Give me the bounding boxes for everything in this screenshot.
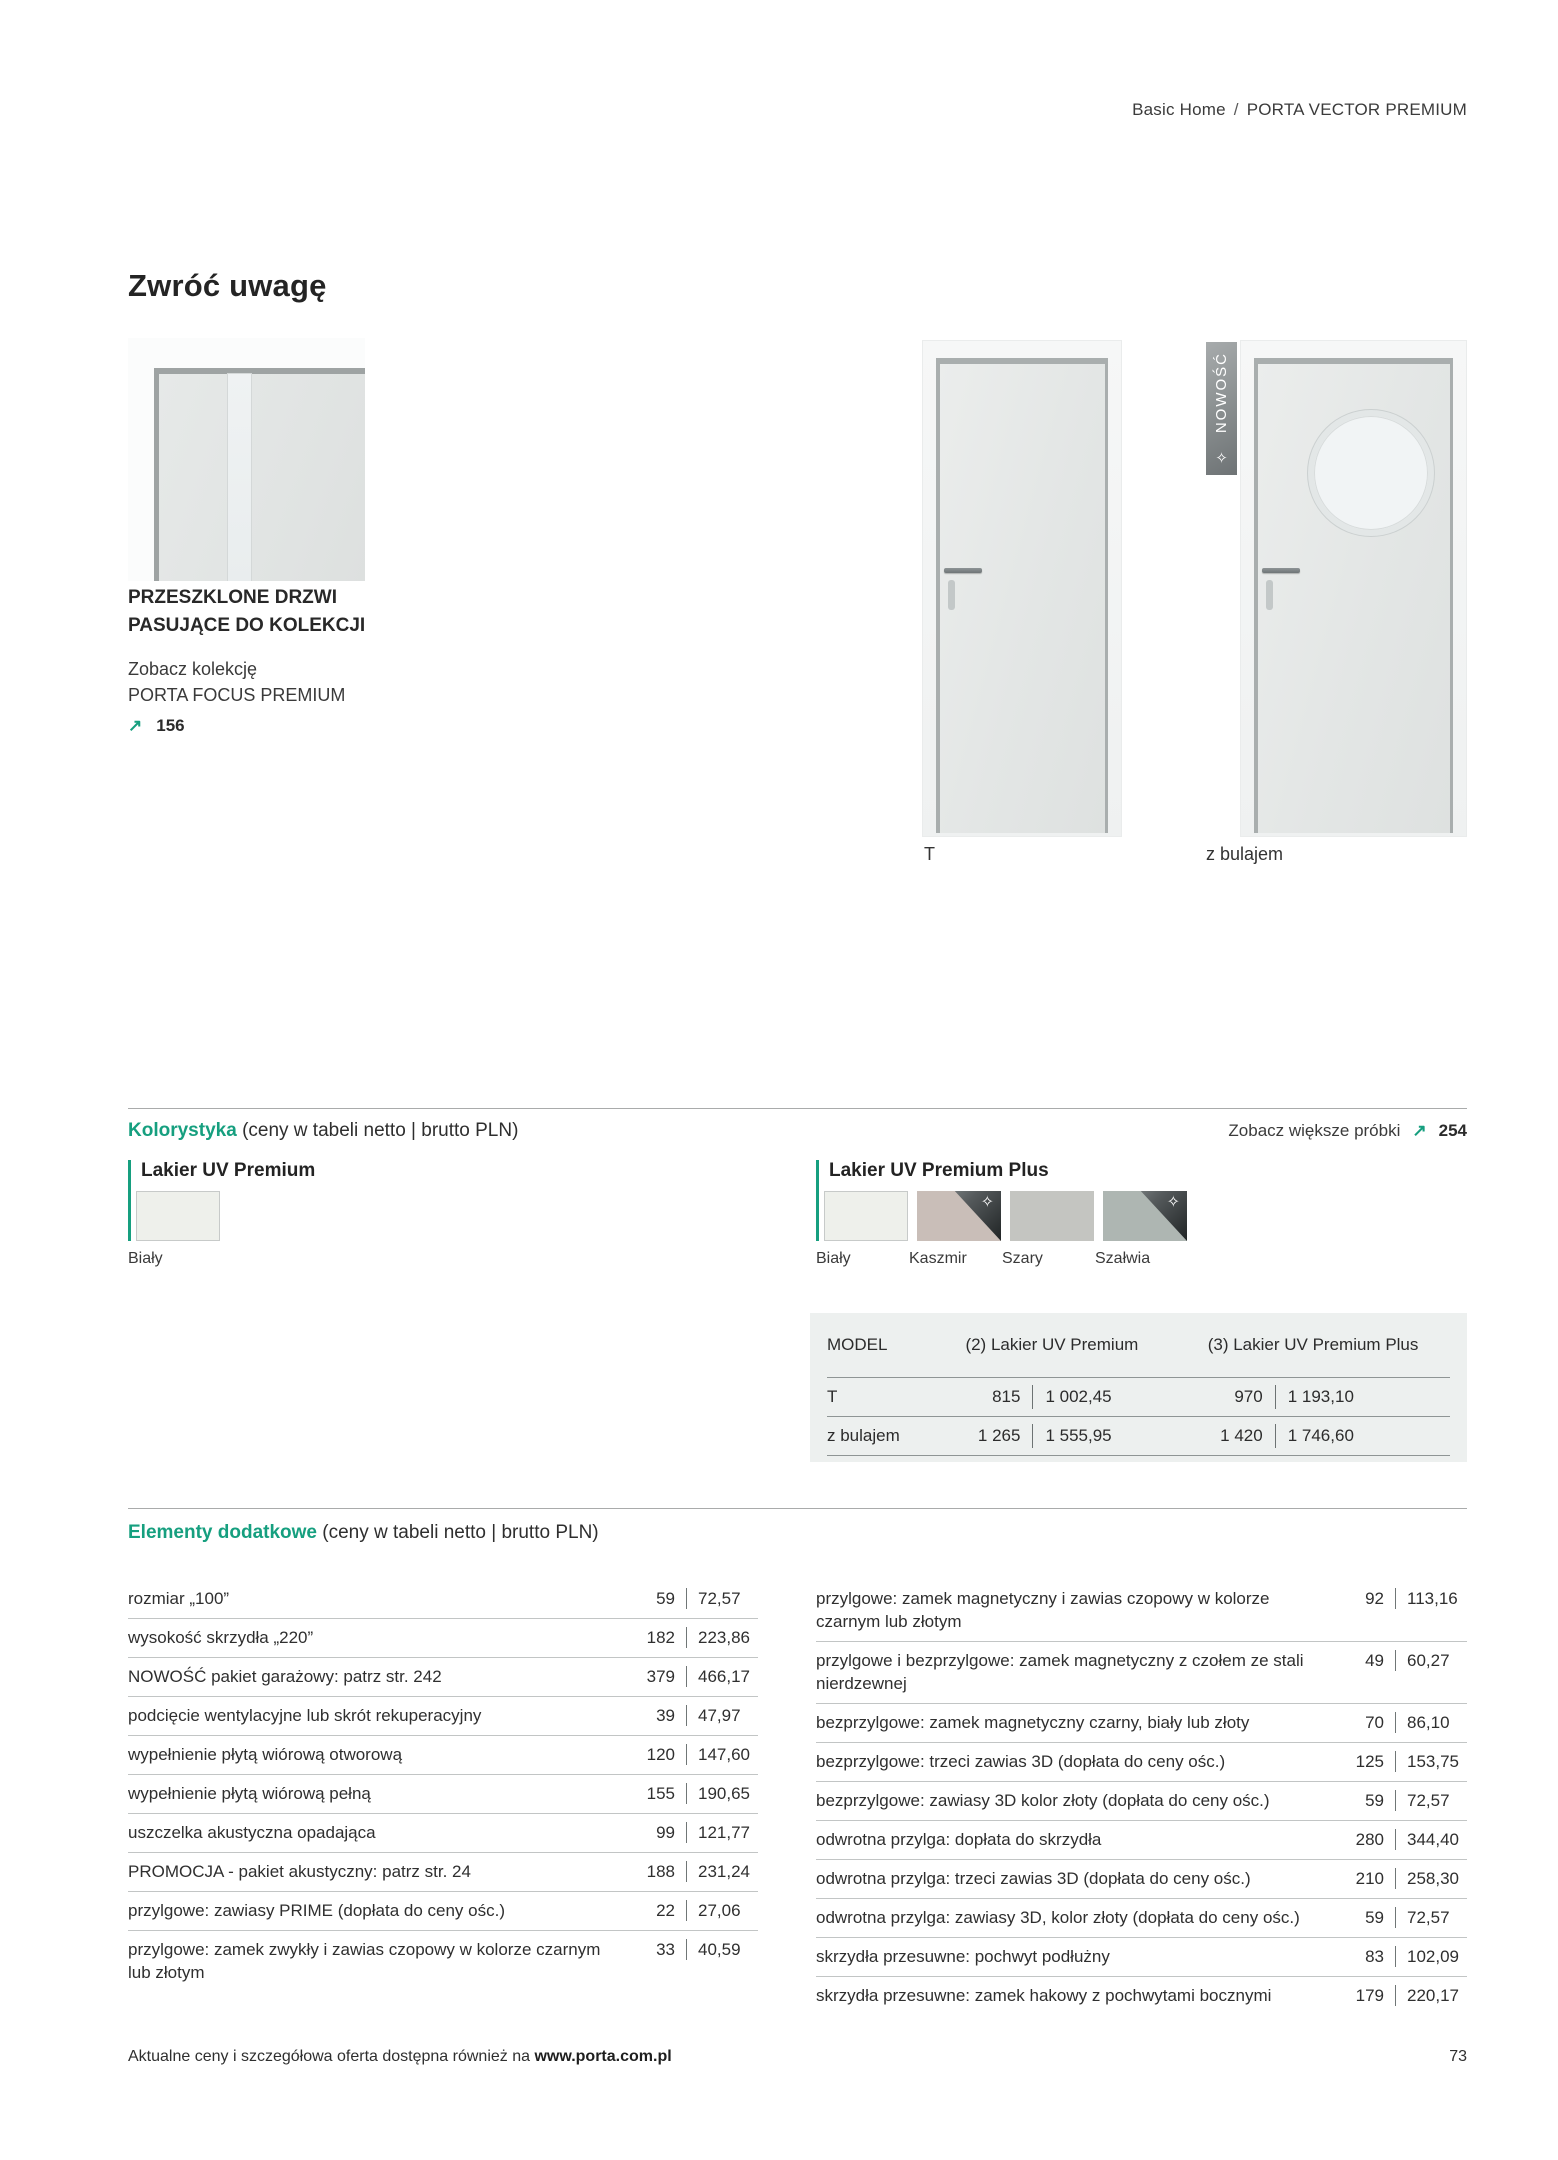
extras-row	[128, 1580, 758, 1619]
extras-label: odwrotna przylga: trzeci zawias 3D (dopłata do ceny ośc.)	[816, 1869, 1251, 1888]
price-divider	[1395, 1829, 1396, 1850]
swatch-row	[824, 1191, 1187, 1241]
door-handle	[1262, 568, 1300, 573]
breadcrumb	[1132, 100, 1467, 120]
extras-label: przylgowe: zamek zwykły i zawias czopowy w kolorze czarnym lub złotym	[128, 1940, 601, 1982]
price-netto: 1 420	[1220, 1426, 1263, 1445]
breadcrumb-parent[interactable]: Basic Home	[1132, 100, 1226, 119]
door-image-t	[922, 340, 1122, 837]
extras-label: odwrotna przylga: dopłata do skrzydła	[816, 1830, 1102, 1849]
price-table-header	[827, 1313, 1450, 1377]
swatch-label: Szałwia	[1095, 1250, 1151, 1267]
price-netto: 815	[992, 1387, 1021, 1406]
extras-netto: 125	[1355, 1752, 1384, 1771]
price-divider	[1395, 1650, 1396, 1671]
sparkle-icon: ✧	[980, 1194, 994, 1211]
price-divider	[686, 1939, 687, 1960]
extras-brutto: 86,10	[1407, 1713, 1450, 1732]
extras-label: uszczelka akustyczna opadająca	[128, 1823, 376, 1842]
new-product-badge	[1206, 342, 1237, 475]
extras-label: bezprzylgowe: zamek magnetyczny czarny, biały lub złoty	[816, 1713, 1250, 1732]
page-number: 73	[1449, 2048, 1467, 2065]
extras-netto: 210	[1355, 1869, 1384, 1888]
breadcrumb-current: PORTA VECTOR PREMIUM	[1246, 100, 1467, 119]
extras-brutto: 47,97	[698, 1706, 741, 1725]
extras-section-subtitle: (ceny w tabeli netto | brutto PLN)	[322, 1522, 599, 1543]
sparkle-icon: ✧	[1166, 1194, 1180, 1211]
finish-group-frame	[816, 1160, 1187, 1241]
extras-netto: 188	[646, 1862, 675, 1881]
color-swatch-biały	[824, 1191, 908, 1241]
price-divider	[1395, 1985, 1396, 2006]
extras-netto: 179	[1355, 1986, 1384, 2005]
extras-label: wypełnienie płytą wiórową pełną	[128, 1784, 371, 1803]
colors-section-heading	[128, 1120, 518, 1142]
extras-netto: 83	[1365, 1947, 1384, 1966]
collection-page-link[interactable]	[128, 716, 185, 736]
extras-row	[816, 1743, 1467, 1782]
door-leaf-surface	[159, 374, 365, 581]
price-table	[810, 1313, 1467, 1462]
collection-page-number: 156	[156, 716, 185, 735]
extras-brutto: 147,60	[698, 1745, 750, 1764]
glass-strip	[228, 374, 251, 581]
door-leaf-surface	[940, 364, 1105, 833]
extras-label: NOWOŚĆ pakiet garażowy: patrz str. 242	[128, 1667, 442, 1686]
price-divider	[686, 1705, 687, 1726]
extras-row	[816, 1977, 1467, 2015]
door-variant-label-z-bulajem: z bulajem	[1206, 844, 1284, 864]
sparkle-icon: ✧	[1215, 450, 1228, 467]
extras-list-right	[816, 1580, 1467, 2015]
extras-brutto: 223,86	[698, 1628, 750, 1647]
extras-label: bezprzylgowe: trzeci zawias 3D (dopłata do ceny ośc.)	[816, 1752, 1226, 1771]
door-image-z-bulajem	[1240, 340, 1467, 837]
swatch-label: Biały	[816, 1250, 851, 1267]
attention-card-subtitle: Zobacz kolekcję PORTA FOCUS PREMIUM	[128, 659, 346, 705]
price-divider	[1395, 1790, 1396, 1811]
price-brutto: 1 746,60	[1287, 1426, 1354, 1445]
extras-brutto: 40,59	[698, 1940, 741, 1959]
extras-row	[816, 1642, 1467, 1704]
extras-brutto: 190,65	[698, 1784, 750, 1803]
extras-list-left	[128, 1580, 758, 1992]
extras-brutto: 72,57	[1407, 1908, 1450, 1927]
extras-row	[816, 1821, 1467, 1860]
price-divider	[1032, 1385, 1033, 1409]
extras-label: wypełnienie płytą wiórową otworową	[128, 1745, 403, 1764]
extras-row	[128, 1892, 758, 1931]
extras-row	[816, 1899, 1467, 1938]
extras-brutto: 153,75	[1407, 1752, 1459, 1771]
price-divider	[686, 1783, 687, 1804]
extras-row	[128, 1775, 758, 1814]
new-badge-label: NOWOŚĆ	[1213, 352, 1230, 434]
section-divider	[128, 1508, 1467, 1509]
colors-section-subtitle: (ceny w tabeli netto | brutto PLN)	[242, 1120, 519, 1141]
header-premium-plus: (3) Lakier UV Premium Plus	[1207, 1335, 1419, 1354]
extras-row	[128, 1619, 758, 1658]
extras-label: przylgowe i bezprzylgowe: zamek magnetyczny z czołem ze stali nierdzewnej	[816, 1651, 1304, 1693]
door-lock-plate	[948, 580, 955, 610]
price-cell	[965, 1385, 1207, 1409]
price-row-model: T	[827, 1387, 838, 1406]
extras-netto: 99	[656, 1823, 675, 1842]
extras-section-heading	[128, 1522, 599, 1544]
header-model: MODEL	[827, 1335, 888, 1354]
price-cell	[1208, 1424, 1450, 1448]
price-table-row	[827, 1377, 1450, 1416]
price-divider	[686, 1822, 687, 1843]
price-divider	[1395, 1751, 1396, 1772]
extras-label: wysokość skrzydła „220”	[128, 1628, 314, 1647]
extras-label: przylgowe: zamek magnetyczny i zawias czopowy w kolorze czarnym lub złotym	[816, 1589, 1270, 1631]
extras-netto: 59	[656, 1589, 675, 1608]
price-divider	[1275, 1424, 1276, 1448]
arrow-up-right-icon: ↗	[1412, 1121, 1427, 1140]
extras-netto: 120	[646, 1745, 675, 1764]
color-swatch-biały	[136, 1191, 220, 1241]
price-brutto: 1 555,95	[1045, 1426, 1112, 1445]
footer-note: Aktualne ceny i szczegółowa oferta dostępna również na www.porta.com.pl	[128, 2048, 672, 2065]
extras-netto: 92	[1365, 1589, 1384, 1608]
price-divider	[686, 1744, 687, 1765]
extras-netto: 39	[656, 1706, 675, 1725]
extras-row	[128, 1697, 758, 1736]
price-divider	[1395, 1907, 1396, 1928]
finish-group-lakier-uv-premium-plus	[816, 1160, 1187, 1268]
door-handle	[944, 568, 982, 573]
extras-brutto: 72,57	[698, 1589, 741, 1608]
extras-brutto: 27,06	[698, 1901, 741, 1920]
extras-label: skrzydła przesuwne: pochwyt podłużny	[816, 1947, 1110, 1966]
arrow-up-right-icon: ↗	[128, 716, 143, 735]
extras-brutto: 344,40	[1407, 1830, 1459, 1849]
extras-netto: 155	[646, 1784, 675, 1803]
extras-brutto: 220,17	[1407, 1986, 1459, 2005]
price-brutto: 1 002,45	[1045, 1387, 1112, 1406]
price-divider	[686, 1627, 687, 1648]
swatch-label: Biały	[128, 1250, 163, 1267]
extras-label: rozmiar „100”	[128, 1589, 230, 1608]
extras-label: PROMOCJA - pakiet akustyczny: patrz str. 24	[128, 1862, 471, 1881]
finish-group-frame	[128, 1160, 315, 1241]
price-cell	[965, 1424, 1207, 1448]
extras-row	[128, 1931, 758, 1992]
porthole-window	[1308, 410, 1434, 536]
extras-row	[128, 1814, 758, 1853]
extras-brutto: 121,77	[698, 1823, 750, 1842]
extras-row	[816, 1580, 1467, 1642]
finish-group-title: Lakier UV Premium	[141, 1160, 316, 1181]
extras-netto: 182	[646, 1628, 675, 1647]
extras-row	[128, 1658, 758, 1697]
price-divider	[1395, 1712, 1396, 1733]
extras-brutto: 113,16	[1407, 1589, 1458, 1608]
breadcrumb-separator: /	[1233, 100, 1239, 119]
price-divider	[686, 1900, 687, 1921]
price-netto: 1 265	[977, 1426, 1021, 1445]
extras-netto: 33	[656, 1940, 675, 1959]
extras-netto: 280	[1355, 1830, 1384, 1849]
door-variant-label-t: T	[924, 844, 935, 864]
price-divider	[1395, 1868, 1396, 1889]
extras-row	[816, 1860, 1467, 1899]
extras-row	[816, 1938, 1467, 1977]
swatch-label: Kaszmir	[909, 1250, 967, 1267]
attention-card-title: PRZESZKLONE DRZWI PASUJĄCE DO KOLEKCJI	[128, 587, 366, 636]
extras-label: odwrotna przylga: zawiasy 3D, kolor złoty (dopłata do ceny ośc.)	[816, 1908, 1300, 1927]
extras-row	[128, 1736, 758, 1775]
extras-brutto: 102,09	[1407, 1947, 1459, 1966]
glazed-door-detail-image	[128, 338, 365, 581]
extras-netto: 379	[646, 1667, 675, 1686]
price-divider	[1032, 1424, 1033, 1448]
extras-netto: 59	[1365, 1791, 1384, 1810]
swatch-label: Szary	[1002, 1250, 1043, 1267]
price-table-body	[827, 1377, 1450, 1456]
extras-netto: 22	[656, 1901, 675, 1920]
page-title: Zwróć uwagę	[128, 268, 327, 303]
extras-netto: 70	[1365, 1713, 1384, 1732]
extras-row	[816, 1782, 1467, 1821]
see-larger-samples-link[interactable]	[1228, 1121, 1467, 1141]
swatch-row	[136, 1191, 315, 1241]
see-larger-samples-label: Zobacz większe próbki	[1228, 1121, 1401, 1140]
extras-brutto: 72,57	[1407, 1791, 1450, 1810]
price-row-model: z bulajem	[827, 1426, 900, 1445]
extras-section-title: Elementy dodatkowe	[128, 1522, 317, 1543]
extras-row	[128, 1853, 758, 1892]
price-divider	[686, 1588, 687, 1609]
extras-brutto: 60,27	[1407, 1651, 1450, 1670]
door-lock-plate	[1266, 580, 1273, 610]
extras-netto: 49	[1365, 1651, 1384, 1670]
price-table-row	[827, 1416, 1450, 1455]
header-premium: (2) Lakier UV Premium	[965, 1335, 1139, 1354]
price-divider	[1395, 1588, 1396, 1609]
price-brutto: 1 193,10	[1287, 1387, 1354, 1406]
color-swatch-kaszmir	[917, 1191, 1001, 1241]
extras-netto: 59	[1365, 1908, 1384, 1927]
extras-brutto: 231,24	[698, 1862, 750, 1881]
price-divider	[1275, 1385, 1276, 1409]
extras-label: bezprzylgowe: zawiasy 3D kolor złoty (dopłata do ceny ośc.)	[816, 1791, 1270, 1810]
footer-website-link[interactable]: www.porta.com.pl	[534, 2048, 672, 2065]
price-divider	[686, 1861, 687, 1882]
price-divider	[686, 1666, 687, 1687]
swatch-label-row	[128, 1250, 315, 1268]
extras-brutto: 466,17	[698, 1667, 750, 1686]
price-netto: 970	[1234, 1387, 1263, 1406]
samples-page-number: 254	[1438, 1121, 1467, 1140]
section-divider	[128, 1108, 1467, 1109]
extras-brutto: 258,30	[1407, 1869, 1459, 1888]
finish-group-title: Lakier UV Premium Plus	[829, 1160, 1049, 1181]
finish-group-lakier-uv-premium	[128, 1160, 315, 1268]
extras-label: przylgowe: zawiasy PRIME (dopłata do ceny ośc.)	[128, 1901, 505, 1920]
extras-row	[816, 1704, 1467, 1743]
price-cell	[1208, 1385, 1450, 1409]
color-swatch-szary	[1010, 1191, 1094, 1241]
colors-section-title: Kolorystyka	[128, 1120, 237, 1141]
price-divider	[1395, 1946, 1396, 1967]
swatch-label-row	[816, 1250, 1187, 1268]
extras-label: skrzydła przesuwne: zamek hakowy z pochwytami bocznymi	[816, 1986, 1272, 2005]
color-swatch-szałwia	[1103, 1191, 1187, 1241]
extras-label: podcięcie wentylacyjne lub skrót rekuperacyjny	[128, 1706, 482, 1725]
